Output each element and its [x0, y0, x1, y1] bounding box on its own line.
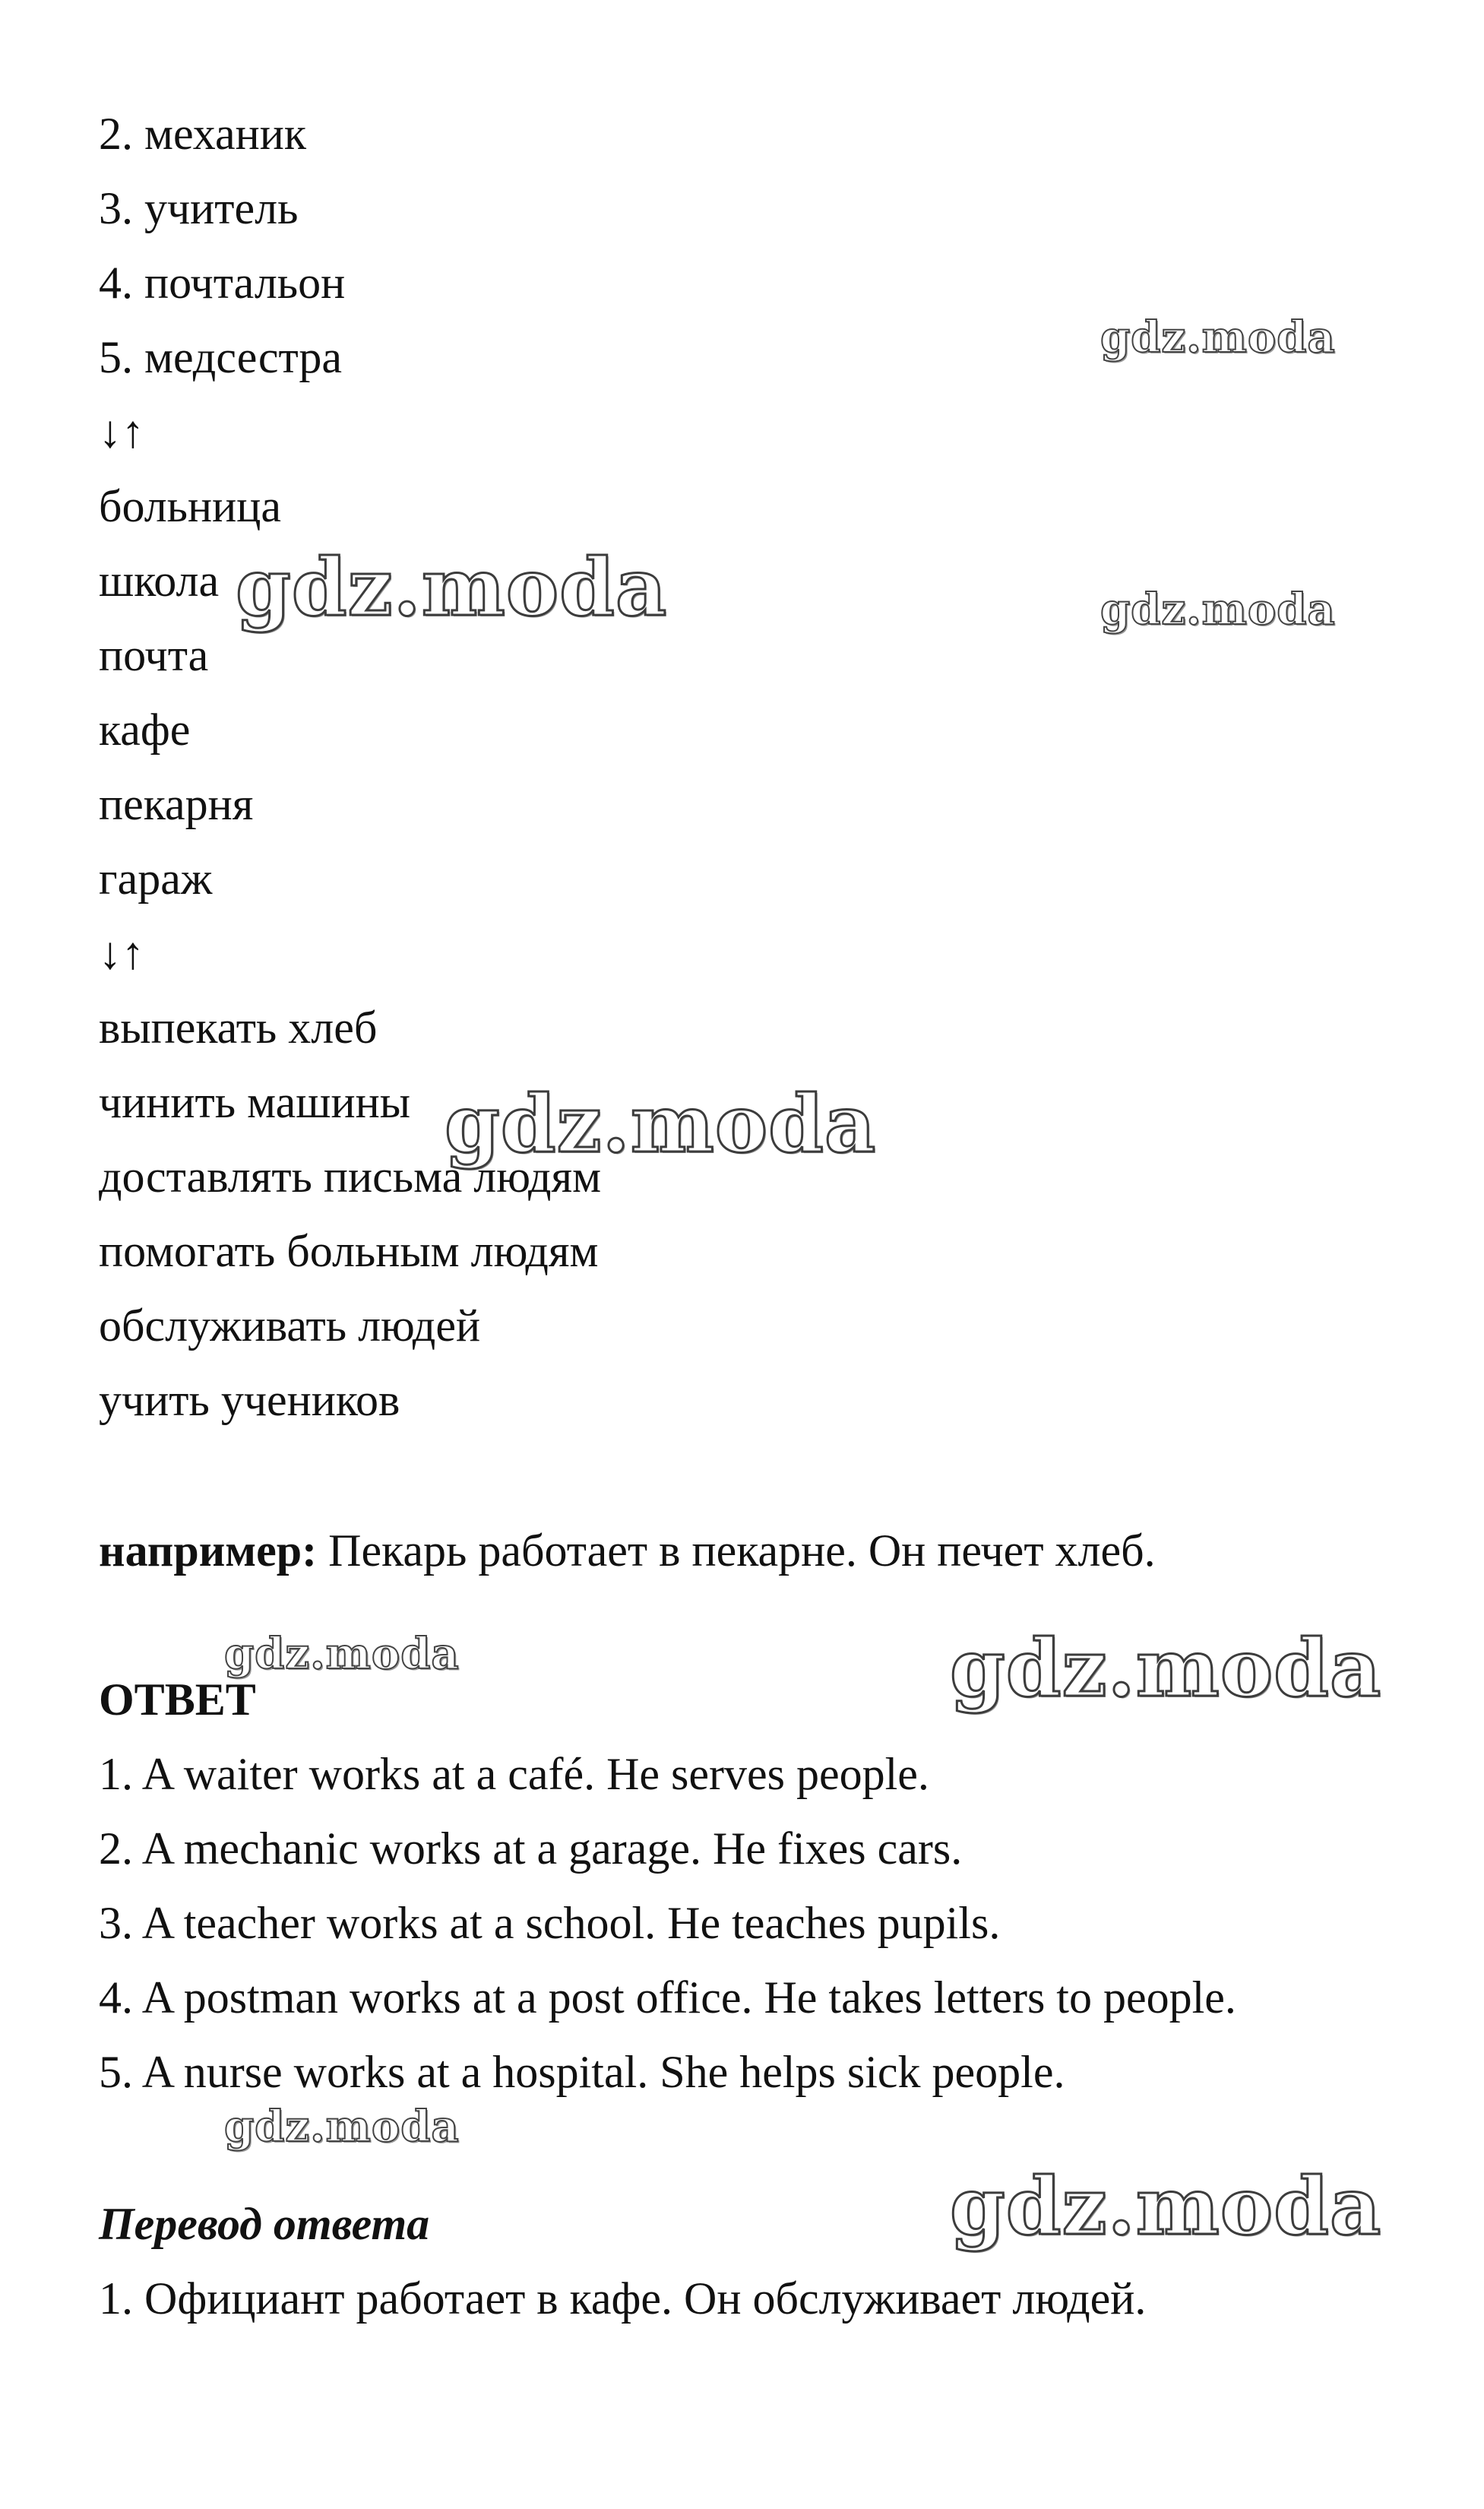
action-item: доставлять письма людям	[99, 1152, 602, 1202]
watermark: gdz.moda	[224, 2102, 460, 2152]
place-item: больница	[99, 481, 281, 531]
place-item: гараж	[99, 854, 213, 904]
action-item: обслуживать людей	[99, 1300, 481, 1351]
example-label: например:	[99, 1525, 318, 1576]
watermark: gdz.moda	[950, 2159, 1382, 2253]
answer-line: 1. A waiter works at a café. He serves people.	[99, 1749, 929, 1799]
example-line	[99, 1523, 1156, 1578]
separator-arrows: ↓↑	[99, 407, 144, 457]
action-item: учить учеников	[99, 1375, 400, 1425]
place-item: пекарня	[99, 779, 254, 829]
answer-line: 2. A mechanic works at a garage. He fixes cars.	[99, 1823, 963, 1874]
action-item: чинить машины	[99, 1077, 411, 1127]
answer-line: 5. A nurse works at a hospital. She helps sick people.	[99, 2047, 1065, 2097]
watermark: gdz.moda	[950, 1621, 1382, 1715]
place-item: почта	[99, 630, 209, 680]
profession-item: 5. медсестра	[99, 332, 343, 382]
watermark: gdz.moda	[1100, 584, 1336, 635]
answer-line: 4. A postman works at a post office. He takes letters to people.	[99, 1972, 1236, 2023]
translation-line: 1. Официант работает в кафе. Он обслуживает людей.	[99, 2273, 1147, 2324]
action-item: помогать больным людям	[99, 1226, 599, 1276]
watermark: gdz.moda	[1100, 312, 1336, 363]
watermark: gdz.moda	[236, 540, 668, 634]
answer-heading: ОТВЕТ	[99, 1674, 256, 1725]
place-item: кафе	[99, 705, 191, 755]
translation-heading: Перевод ответа	[99, 2199, 430, 2249]
place-item: школа	[99, 556, 220, 606]
action-item: выпекать хлеб	[99, 1003, 378, 1053]
watermark: gdz.moda	[224, 1629, 460, 1679]
profession-item: 4. почтальон	[99, 258, 346, 308]
profession-item: 2. механик	[99, 109, 307, 159]
example-text: Пекарь работает в пекарне. Он печет хлеб.	[317, 1525, 1156, 1576]
answer-line: 3. A teacher works at a school. He teaches pupils.	[99, 1898, 1001, 1948]
separator-arrows: ↓↑	[99, 928, 144, 978]
profession-item: 3. учитель	[99, 183, 299, 233]
watermark: gdz.moda	[445, 1077, 877, 1171]
